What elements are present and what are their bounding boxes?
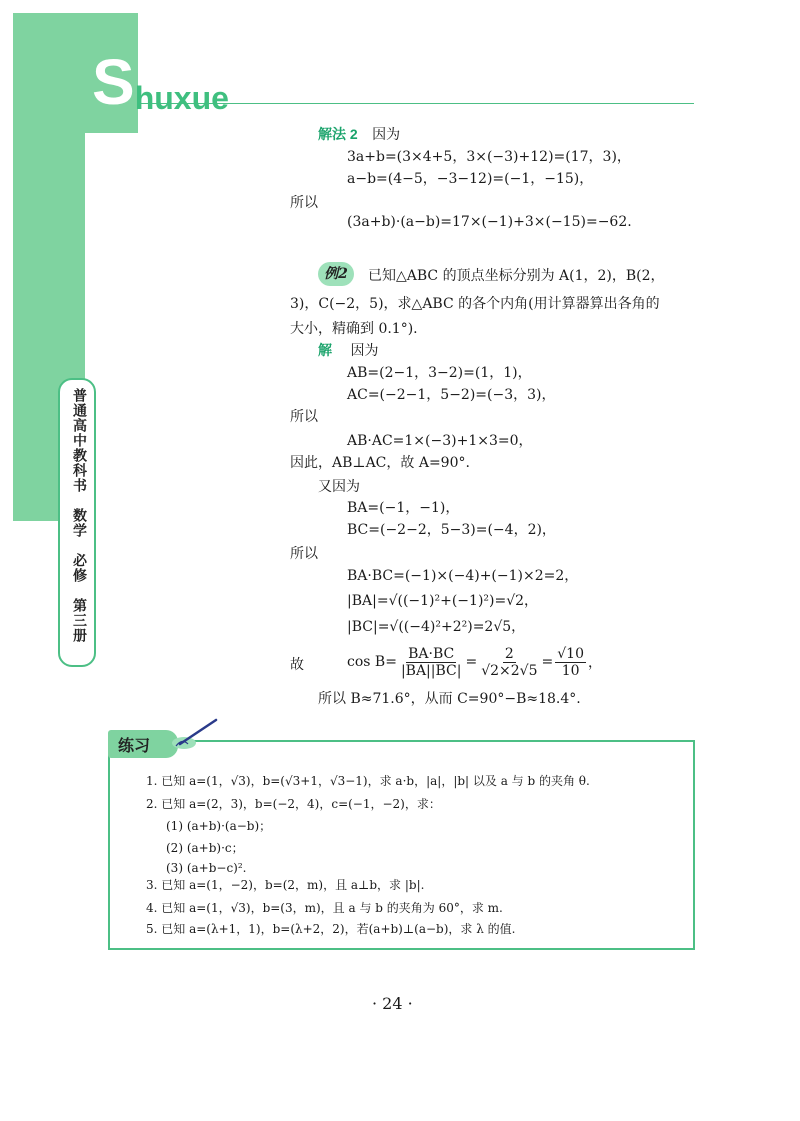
example2-sol-intro: 因为	[350, 343, 379, 359]
practice-item-4: 4. 已知 a=(1，√3)，b=(3，m)，且 a 与 b 的夹角为 60°，求 m.	[146, 901, 503, 915]
practice-item-2-1: (1) (a+b)·(a−b)；	[166, 819, 272, 833]
logo-letter-s: S	[92, 46, 135, 118]
page-number: · 24 ·	[372, 994, 413, 1013]
pen-icon	[170, 716, 220, 752]
solution2-line3: (3a+b)·(a−b)=17×(−1)+3×(−15)=−62.	[347, 214, 632, 230]
practice-item-2-2: (2) (a+b)·c；	[166, 841, 244, 855]
example2-again: 又因为	[318, 479, 360, 495]
example2-badge: 例2	[318, 262, 354, 286]
example2-text3: 大小，精确到 0.1°).	[290, 321, 418, 337]
example2-so1: 所以	[290, 409, 318, 425]
cos-num-3: √10	[557, 645, 584, 662]
cos-num-1: BA·BC	[408, 645, 455, 662]
solution2-heading	[318, 124, 400, 144]
vector-bc-line: BC=(−2−2，5−3)=(−4，2)，	[347, 522, 556, 538]
example2-so2: 所以	[290, 546, 318, 562]
book-title: 普通高中教科书 数学 必修 第三册	[71, 388, 87, 643]
solution2-line1: 3a+b=(3×4+5，3×(−3)+12)=(17，3)，	[347, 149, 631, 165]
cos-den-2: √2×2√5	[481, 662, 538, 679]
vector-ab-line: AB=(2−1，3−2)=(1，1)，	[347, 365, 532, 381]
cos-num-2: 2	[504, 645, 514, 662]
vector-ba-line: BA=(−1，−1)，	[347, 500, 460, 516]
practice-label: 练习	[118, 738, 151, 755]
example2-solution-heading	[318, 340, 378, 360]
norm-bc-line: |BC|=√((−4)²+2²)=2√5，	[347, 619, 526, 635]
solution2-so: 所以	[290, 195, 318, 211]
vector-ac-line: AC=(−2−1，5−2)=(−3，3)，	[347, 387, 556, 403]
example2-text1: 已知△ABC 的顶点坐标分别为 A(1，2)，B(2，	[368, 268, 665, 284]
logo-rest: huxue	[134, 80, 229, 116]
cos-b-lhs: cos B=	[347, 654, 397, 670]
cos-fraction-2	[479, 646, 539, 679]
example2-result: 所以 B≈71.6°，从而 C=90°−B≈18.4°.	[318, 691, 581, 707]
practice-item-5: 5. 已知 a=(λ+1，1)，b=(λ+2，2)，若(a+b)⊥(a−b)，求 λ 的值.	[146, 922, 516, 936]
solution2-intro: 因为	[372, 127, 401, 143]
cos-fraction-1	[399, 646, 464, 679]
solution2-label: 解法 2	[318, 126, 358, 142]
cos-den-3: 10	[561, 662, 580, 679]
cos-den-1: |BA||BC|	[400, 662, 462, 679]
example2-gu: 故	[290, 657, 304, 673]
cos-fraction-3	[555, 646, 586, 679]
cos-b-formula: cos B= $\frac{BA\cdot BC}{|BA||BC|}$ = $\frac{2}{√2\times 2√5}$ = $\frac{√10}{10}$ ，	[347, 645, 602, 679]
solution2-line2: a−b=(4−5，−3−12)=(−1，−15)，	[347, 171, 594, 187]
example2-sol-label: 解	[318, 342, 332, 358]
practice-item-2-3: (3) (a+b−c)².	[166, 861, 247, 875]
dot-ab-ac-line: AB·AC=1×(−3)+1×3=0，	[347, 433, 533, 449]
practice-item-3: 3. 已知 a=(1，−2)，b=(2，m)，且 a⊥b，求 |b|.	[146, 878, 425, 892]
practice-item-2: 2. 已知 a=(2，3)，b=(−2，4)，c=(−1，−2)，求：	[146, 797, 441, 811]
dot-ba-bc-line: BA·BC=(−1)×(−4)+(−1)×2=2，	[347, 568, 579, 584]
example2-text2: 3)，C(−2，5)，求△ABC 的各个内角(用计算器算出各角的	[290, 296, 660, 312]
norm-ba-line: |BA|=√((−1)²+(−1)²)=√2，	[347, 593, 539, 609]
example2-therefore: 因此，AB⊥AC，故 A=90°.	[290, 455, 470, 471]
shuxue-logo	[92, 46, 229, 118]
practice-item-1: 1. 已知 a=(1，√3)，b=(√3+1，√3−1)，求 a·b，|a|，|b| 以及 a 与 b 的夹角 θ.	[146, 774, 590, 788]
